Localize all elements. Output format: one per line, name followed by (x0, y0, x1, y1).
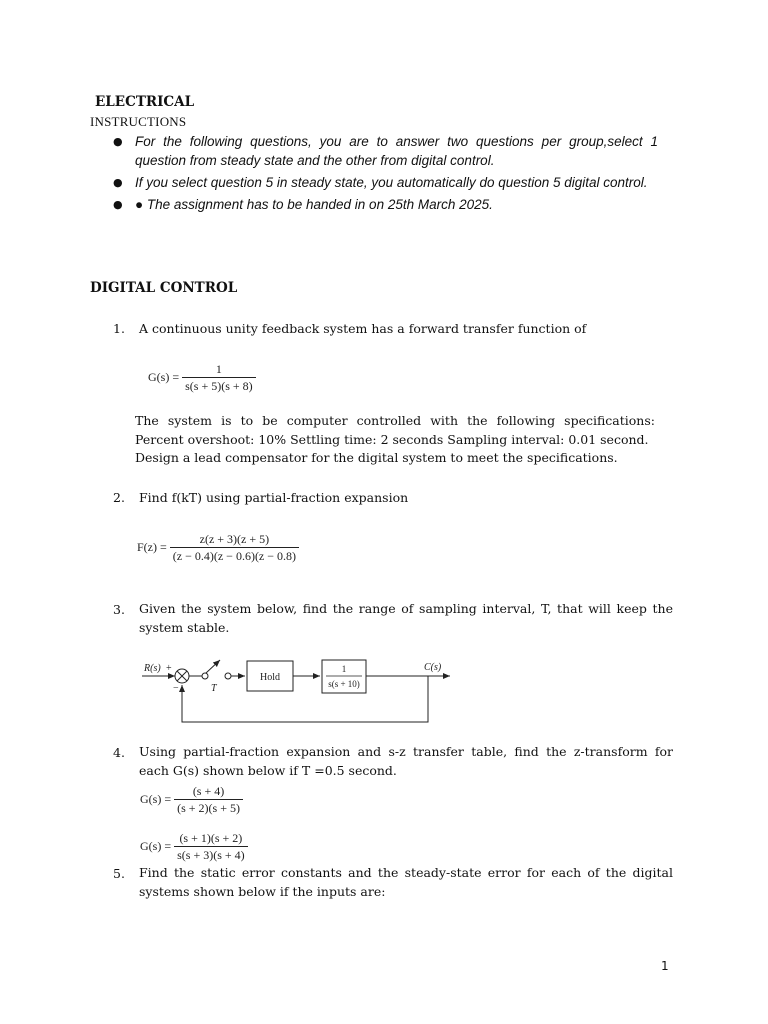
instructions-label: INSTRUCTIONS (90, 114, 187, 129)
plant-numerator: 1 (341, 664, 347, 674)
list-item (113, 173, 658, 192)
question-number: 4. (113, 745, 125, 760)
sampler-label: T (211, 683, 217, 694)
equation-numerator: 1 (215, 362, 222, 376)
equation-denominator: (s + 2)(s + 5) (174, 799, 243, 816)
instruction-text: For the following questions, you are to answer two questions per group,select 1 question from steady state and the other from digital control. (135, 134, 658, 168)
question-text: Given the system below, find the range of sampling interval, T, that will keep the system stable. (139, 601, 673, 635)
plus-sign: + (166, 663, 172, 674)
equation-q4a (140, 784, 243, 816)
question-text: A continuous unity feedback system has a forward transfer function of (139, 321, 587, 336)
bullet-icon: ● (113, 176, 123, 189)
equation-denominator: s(s + 3)(s + 4) (174, 846, 248, 863)
hold-label: Hold (260, 672, 280, 683)
equation-lhs: G(s) = (140, 791, 172, 806)
page-number: 1 (661, 959, 669, 973)
minus-sign: − (173, 683, 179, 694)
sampler-switch (206, 660, 220, 673)
equation-denominator: s(s + 5)(s + 8) (182, 377, 256, 394)
equation-numerator: z(z + 3)(z + 5) (199, 532, 270, 546)
question-number: 3. (113, 602, 125, 617)
equation-q1 (148, 362, 256, 394)
section-title: DIGITAL CONTROL (90, 280, 238, 296)
sampler-contact (202, 673, 208, 679)
sampler-contact (225, 673, 231, 679)
block-diagram (140, 655, 460, 730)
instruction-text: ● The assignment has to be handed in on 25th March 2025. (135, 197, 493, 212)
instruction-text: If you select question 5 in steady state, you automatically do question 5 digital control. (135, 175, 648, 190)
question-body: The system is to be computer controlled with the following specifications: Percent overshoot: 10% Settling time: 2 seconds Sampling interval: 0.01 second. (135, 413, 655, 447)
question-text: Find f(kT) using partial-fraction expansion (139, 490, 409, 505)
output-label: C(s) (424, 662, 442, 673)
equation-lhs: G(s) = (140, 838, 172, 853)
bullet-icon: ● (113, 135, 123, 148)
question-text: Using partial-fraction expansion and s-z transfer table, find the z-transform for each G(s) shown below if T =0.5 second. (139, 744, 673, 778)
list-item (113, 132, 658, 170)
equation-lhs: F(z) = (137, 539, 167, 554)
question-number: 1. (113, 321, 125, 336)
question-number: 5. (113, 866, 125, 881)
question-body: Design a lead compensator for the digital system to meet the specifications. (135, 450, 618, 465)
feedback-path (182, 676, 428, 722)
question-text: Find the static error constants and the steady-state error for each of the digital systems shown below if the inputs are: (139, 865, 673, 899)
equation-q4b (140, 831, 248, 863)
bullet-icon: ● (113, 198, 123, 211)
equation-denominator: (z − 0.4)(z − 0.6)(z − 0.8) (170, 547, 299, 564)
input-label: R(s) (144, 663, 161, 674)
equation-q2 (137, 532, 299, 564)
instructions-list (113, 132, 658, 214)
document-title: ELECTRICAL (95, 94, 195, 110)
plant-denominator: s(s + 10) (328, 679, 360, 689)
list-item (113, 195, 658, 214)
question-number: 2. (113, 490, 125, 505)
equation-lhs: G(s) = (148, 369, 180, 384)
equation-numerator: (s + 1)(s + 2) (179, 831, 243, 845)
equation-numerator: (s + 4) (192, 784, 225, 798)
